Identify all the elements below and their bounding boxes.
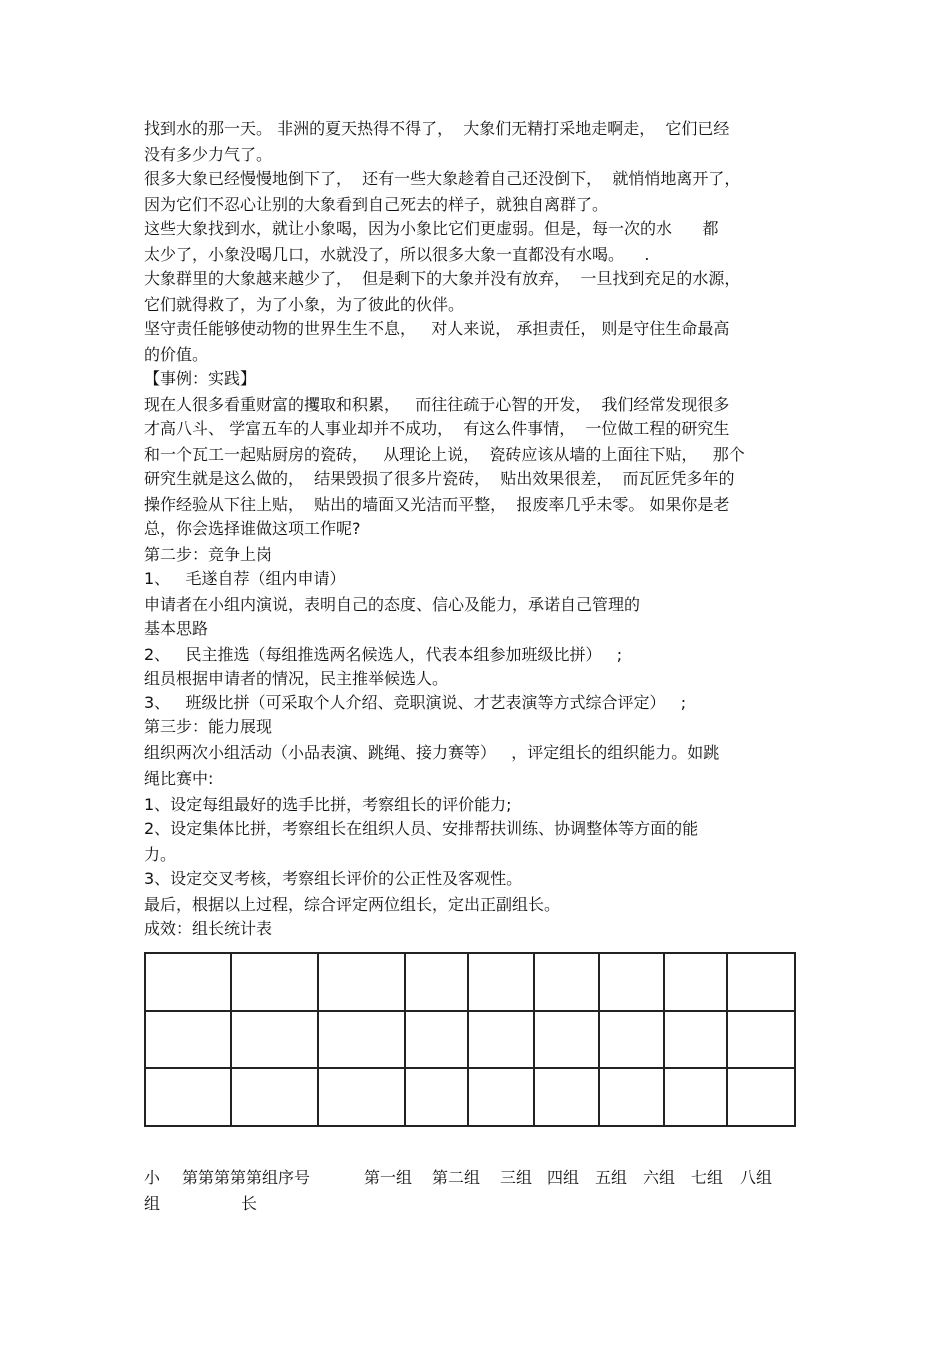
- group-leader-stats-table: [144, 952, 796, 1127]
- text-line: 和一个瓦工一起贴厨房的瓷砖， 从理论上说， 瓷砖应该从墙的上面往下贴， 那个: [144, 445, 745, 464]
- table-cell: [145, 1011, 231, 1068]
- table-cell: [534, 953, 599, 1011]
- label-xiao: 小: [144, 1168, 161, 1187]
- text-line: 操作经验从下往上贴， 贴出的墙面又光洁而平整， 报废率几乎未零。 如果你是老: [144, 495, 730, 514]
- table-cell: [468, 953, 534, 1011]
- table-cell: [405, 1011, 468, 1068]
- table-cell: [231, 1068, 318, 1126]
- table-cell: [468, 1068, 534, 1126]
- group-name: 第一组: [364, 1168, 413, 1187]
- text-line: 绳比赛中:: [144, 769, 214, 788]
- table-cell: [318, 1011, 405, 1068]
- group-name: 五组: [595, 1168, 628, 1187]
- text-line: 太少了，小象没喝几口，水就没了，所以很多大象一直都没有水喝。 .: [144, 245, 650, 264]
- table-cell: [534, 1011, 599, 1068]
- table-cell: [664, 1011, 727, 1068]
- text-line: 1、设定每组最好的选手比拼，考察组长的评价能力;: [144, 795, 512, 814]
- text-line: 大象群里的大象越来越少了， 但是剩下的大象并没有放弃， 一旦找到充足的水源，: [144, 269, 741, 288]
- text-line: 没有多少力气了。: [144, 145, 273, 164]
- text-line: 组织两次小组活动（小品表演、跳绳、接力赛等） ，评定组长的组织能力。如跳: [144, 743, 720, 762]
- text-line: 这些大象找到水，就让小象喝，因为小象比它们更虚弱。但是，每一次的水 都: [144, 219, 719, 238]
- text-line: 基本思路: [144, 619, 209, 638]
- text-line: 【事例：实践】: [144, 369, 257, 388]
- table-cell: [318, 953, 405, 1011]
- text-line: 现在人很多看重财富的攫取和积累， 而往往疏于心智的开发， 我们经常发现很多: [144, 395, 730, 414]
- table-cell: [405, 1068, 468, 1126]
- table-row: [145, 1068, 795, 1126]
- table-row: [145, 953, 795, 1011]
- text-line: 才高八斗、 学富五车的人事业却并不成功， 有这么件事情， 一位做工程的研究生: [144, 419, 730, 438]
- table-cell: [145, 953, 231, 1011]
- label-zhang: 长: [241, 1194, 258, 1213]
- table-cell: [599, 953, 664, 1011]
- table-cell: [599, 1068, 664, 1126]
- label-sequence: 第第第第第组序号: [182, 1168, 311, 1187]
- text-line: 的价值。: [144, 345, 209, 364]
- table-cell: [145, 1068, 231, 1126]
- label-zu: 组: [144, 1194, 161, 1213]
- group-name: 四组: [547, 1168, 580, 1187]
- text-line: 找到水的那一天。 非洲的夏天热得不得了， 大象们无精打采地走啊走， 它们已经: [144, 119, 730, 138]
- text-line: 组员根据申请者的情况，民主推举候选人。: [144, 669, 449, 688]
- table-cell: [405, 953, 468, 1011]
- group-name: 六组: [643, 1168, 676, 1187]
- table-cell: [534, 1068, 599, 1126]
- text-line: 第二步：竞争上岗: [144, 545, 273, 564]
- text-line: 坚守责任能够使动物的世界生生不息， 对人来说， 承担责任， 则是守住生命最高: [144, 319, 730, 338]
- table-row: [145, 1011, 795, 1068]
- text-line: 申请者在小组内演说，表明自己的态度、信心及能力，承诺自己管理的: [144, 595, 641, 614]
- text-line: 力。: [144, 845, 177, 864]
- text-line: 3、设定交叉考核，考察组长评价的公正性及客观性。: [144, 869, 523, 888]
- text-line: 研究生就是这么做的， 结果毁损了很多片瓷砖， 贴出效果很差， 而瓦匠凭多年的: [144, 469, 735, 488]
- text-line: 3、 班级比拼（可采取个人介绍、竞职演说、才艺表演等方式综合评定） ;: [144, 693, 687, 712]
- text-line: 最后，根据以上过程，综合评定两位组长，定出正副组长。: [144, 895, 561, 914]
- table-cell: [599, 1011, 664, 1068]
- table-cell: [318, 1068, 405, 1126]
- text-line: 因为它们不忍心让别的大象看到自己死去的样子，就独自离群了。: [144, 195, 609, 214]
- group-name: 七组: [691, 1168, 724, 1187]
- text-line: 总，你会选择谁做这项工作呢?: [144, 519, 361, 538]
- text-line: 第三步：能力展现: [144, 717, 273, 736]
- text-line: 1、 毛遂自荐（组内申请）: [144, 569, 346, 588]
- table-cell: [664, 1068, 727, 1126]
- table-cell: [231, 953, 318, 1011]
- text-line: 很多大象已经慢慢地倒下了， 还有一些大象趁着自己还没倒下， 就悄悄地离开了，: [144, 169, 741, 188]
- text-line: 2、 民主推选（每组推选两名候选人，代表本组参加班级比拼） ;: [144, 645, 623, 664]
- text-line: 成效：组长统计表: [144, 919, 273, 938]
- text-line: 2、设定集体比拼，考察组长在组织人员、安排帮扶训练、协调整体等方面的能: [144, 819, 699, 838]
- group-name: 第二组: [432, 1168, 481, 1187]
- text-line: 它们就得救了，为了小象，为了彼此的伙伴。: [144, 295, 465, 314]
- table-cell: [664, 953, 727, 1011]
- group-name: 三组: [500, 1168, 533, 1187]
- table-cell: [231, 1011, 318, 1068]
- table-cell: [727, 1011, 795, 1068]
- table-cell: [727, 1068, 795, 1126]
- group-name: 八组: [740, 1168, 773, 1187]
- table-cell: [727, 953, 795, 1011]
- table-cell: [468, 1011, 534, 1068]
